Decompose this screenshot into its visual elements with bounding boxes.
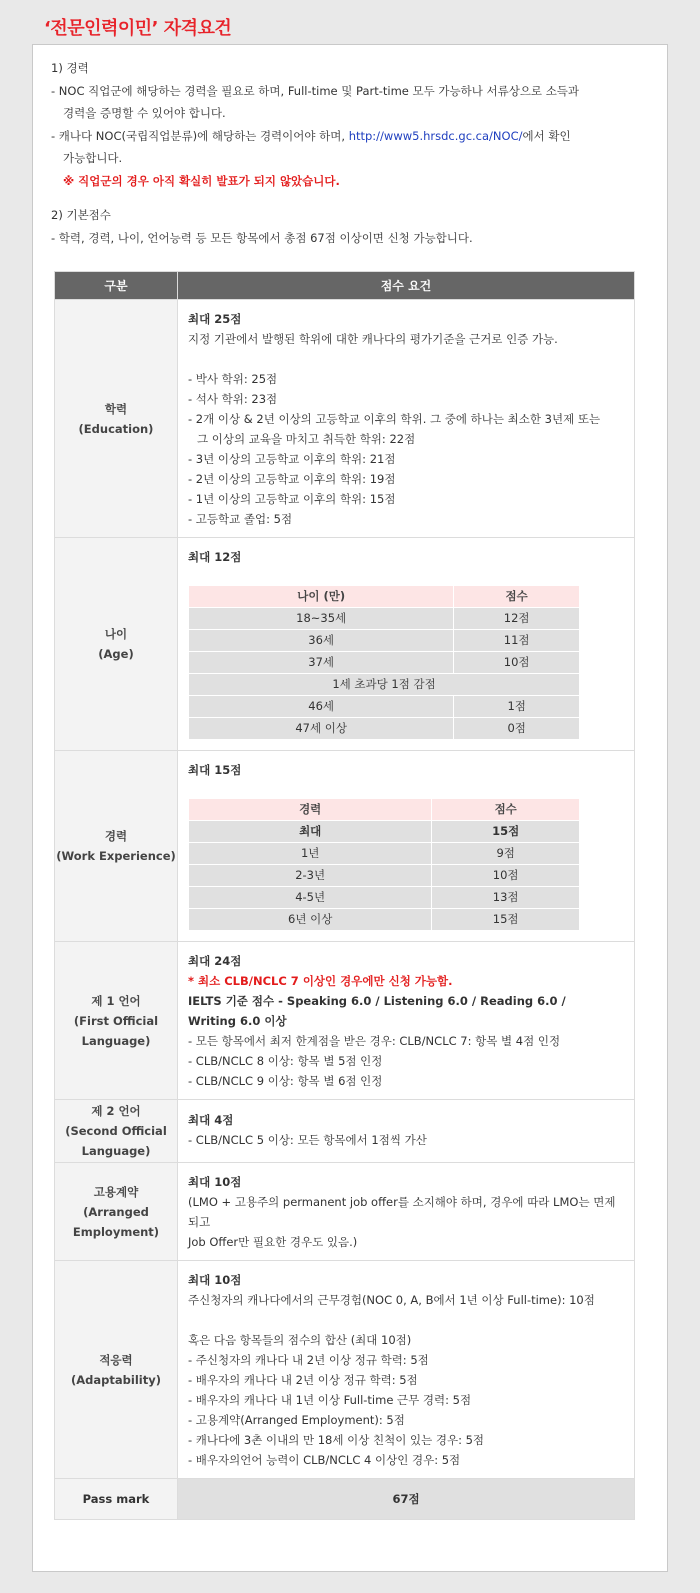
sub-header: 나이 (만) xyxy=(189,586,454,608)
table-row-adaptability xyxy=(55,1261,635,1479)
detail-cell xyxy=(178,1261,635,1479)
list-item: - 석사 학위: 23점 xyxy=(188,392,278,406)
list-item: - 캐나다에 3촌 이내의 만 18세 이상 친척이 있는 경우: 5점 xyxy=(188,1433,485,1447)
list-item: - 배우자의 캐나다 내 2년 이상 정규 학력: 5점 xyxy=(188,1373,418,1387)
category-cell xyxy=(55,1261,178,1479)
section-heading-experience: 1) 경력 xyxy=(51,61,89,75)
category-cell xyxy=(55,300,178,538)
category-label-en: (Adaptability) xyxy=(71,1372,161,1387)
list-item: - 박사 학위: 25점 xyxy=(188,372,278,386)
category-cell xyxy=(55,538,178,751)
sub-row xyxy=(189,608,580,630)
max-points: 최대 24점 xyxy=(188,954,242,968)
detail-text: (LMO + 고용주의 permanent job offer를 소지해야 하며, 경우에 따라 LMO는 면제 xyxy=(188,1195,616,1209)
table-row-work-experience xyxy=(55,751,635,942)
work-points-table xyxy=(188,798,580,931)
sub-cell: 9점 xyxy=(432,843,580,865)
intro-line: 경력을 증명할 수 있어야 합니다. xyxy=(63,106,226,120)
noc-link[interactable]: http://www5.hrsdc.gc.ca/NOC/ xyxy=(348,128,523,143)
sub-cell: 47세 이상 xyxy=(189,718,454,740)
intro-line: - 학력, 경력, 나이, 언어능력 등 모든 항목에서 총점 67점 이상이면 신청 가능합니다. xyxy=(51,230,473,245)
sub-cell: 최대 xyxy=(189,821,432,843)
intro-line: - NOC 직업군에 해당하는 경력을 필요로 하며, Full-time 및 Part-time 모두 가능하나 서류상으로 소득과 xyxy=(51,83,580,98)
sub-cell: 46세 xyxy=(189,696,454,718)
sub-row xyxy=(189,718,580,740)
sub-cell: 6년 이상 xyxy=(189,909,432,931)
category-label: 고용계약 xyxy=(93,1184,139,1199)
max-points: 최대 10점 xyxy=(188,1273,242,1287)
sub-cell: 1년 xyxy=(189,843,432,865)
sub-cell: 12점 xyxy=(454,608,580,630)
sub-cell: 10점 xyxy=(432,865,580,887)
category-label-en: Language) xyxy=(81,1033,151,1048)
intro-text: 에서 확인 xyxy=(522,128,571,143)
detail-cell xyxy=(178,1163,635,1261)
category-label-en: (First Official xyxy=(73,1013,159,1028)
sub-cell: 11점 xyxy=(454,630,580,652)
list-item: - 3년 이상의 고등학교 이후의 학위: 21점 xyxy=(188,452,396,466)
list-item: - 고용계약(Arranged Employment): 5점 xyxy=(188,1413,405,1427)
table-header-row xyxy=(55,272,635,300)
warning-note: ※ 직업군의 경우 아직 확실히 발표가 되지 않았습니다. xyxy=(63,173,340,188)
category-label-en: (Second Official xyxy=(65,1124,167,1138)
sub-header: 점수 xyxy=(454,586,580,608)
sub-header: 경력 xyxy=(189,799,432,821)
sub-row-merged xyxy=(189,674,580,696)
table-row-education xyxy=(55,300,635,538)
category-label-en: (Age) xyxy=(98,647,134,661)
category-label-en: Employment) xyxy=(72,1224,160,1239)
column-header-category: 구분 xyxy=(55,272,178,300)
sub-row xyxy=(189,909,580,931)
column-header-requirements: 점수 요건 xyxy=(178,272,635,300)
sub-cell: 13점 xyxy=(432,887,580,909)
requirement-note: * 최소 CLB/NCLC 7 이상인 경우에만 신청 가능함. xyxy=(188,974,453,988)
detail-cell xyxy=(178,538,635,751)
intro-line: 가능합니다. xyxy=(63,151,123,165)
sub-header-row xyxy=(189,799,580,821)
max-points: 최대 12점 xyxy=(188,550,242,564)
sub-cell: 2-3년 xyxy=(189,865,432,887)
age-points-table xyxy=(188,585,580,740)
list-item: - 배우자의언어 능력이 CLB/NCLC 4 이상인 경우: 5점 xyxy=(188,1453,461,1467)
sub-row xyxy=(189,630,580,652)
pass-mark-value: 67점 xyxy=(178,1479,635,1520)
sub-cell: 18~35세 xyxy=(189,608,454,630)
sub-cell: 1점 xyxy=(454,696,580,718)
detail-cell xyxy=(178,751,635,942)
sub-cell: 15점 xyxy=(432,821,580,843)
sub-row xyxy=(189,821,580,843)
category-label-en: (Arranged xyxy=(83,1204,149,1219)
list-item: - 주신청자의 캐나다 내 2년 이상 정규 학력: 5점 xyxy=(188,1353,429,1367)
table-row-pass-mark xyxy=(55,1479,635,1520)
spacer xyxy=(188,1310,624,1330)
category-cell xyxy=(55,942,178,1100)
category-cell xyxy=(55,751,178,942)
category-label: 제 2 언어 xyxy=(91,1104,141,1118)
spacer xyxy=(188,349,624,369)
category-label: 제 1 언어 xyxy=(91,993,141,1008)
table-row-age xyxy=(55,538,635,751)
category-cell xyxy=(55,1100,178,1163)
sub-cell: 1세 초과당 1점 감점 xyxy=(189,674,580,696)
detail-cell xyxy=(178,300,635,538)
sub-header-row xyxy=(189,586,580,608)
sub-cell: 37세 xyxy=(189,652,454,674)
intro-text: - 캐나다 NOC(국립직업분류)에 해당하는 경력이어야 하며, xyxy=(51,128,349,143)
sub-cell: 36세 xyxy=(189,630,454,652)
detail-cell xyxy=(178,942,635,1100)
detail-text: Job Offer만 필요한 경우도 있음.) xyxy=(188,1235,358,1249)
sub-row xyxy=(189,652,580,674)
list-item: - 1년 이상의 고등학교 이후의 학위: 15점 xyxy=(188,492,396,506)
table-row-first-language xyxy=(55,942,635,1100)
requirements-table xyxy=(54,271,635,1520)
list-item: - CLB/NCLC 8 이상: 항목 별 5점 인정 xyxy=(188,1054,383,1068)
content-card xyxy=(32,44,668,1572)
detail-text: 지정 기관에서 발행된 학위에 대한 캐나다의 평가기준을 근거로 인증 가능. xyxy=(188,332,558,346)
list-item: - 2년 이상의 고등학교 이후의 학위: 19점 xyxy=(188,472,396,486)
category-label: 적응력 xyxy=(99,1352,133,1367)
sub-cell: 4-5년 xyxy=(189,887,432,909)
sub-cell: 15점 xyxy=(432,909,580,931)
pass-mark-label: Pass mark xyxy=(55,1479,178,1520)
list-item: - 배우자의 캐나다 내 1년 이상 Full-time 근무 경력: 5점 xyxy=(188,1393,472,1407)
intro-section xyxy=(51,57,651,249)
section-heading-basic-points: 2) 기본점수 xyxy=(51,208,111,222)
list-item: - 2개 이상 & 2년 이상의 고등학교 이후의 학위. 그 중에 하나는 최소한 3년제 또는 xyxy=(188,412,601,426)
list-item: - 모든 항목에서 최저 한계점을 받은 경우: CLB/NCLC 7: 항목 별 4점 인정 xyxy=(188,1034,561,1048)
max-points: 최대 10점 xyxy=(188,1175,242,1189)
table-row-second-language xyxy=(55,1100,635,1163)
page-title: ‘전문인력이민’ 자격요건 xyxy=(44,18,232,39)
sub-cell: 10점 xyxy=(454,652,580,674)
ielts-requirement: IELTS 기준 점수 - Speaking 6.0 / Listening 6.0 / Reading 6.0 / xyxy=(188,994,566,1008)
sub-row xyxy=(189,696,580,718)
category-cell xyxy=(55,1163,178,1261)
category-label: 학력 xyxy=(104,401,128,416)
max-points: 최대 25점 xyxy=(188,312,242,326)
sub-row xyxy=(189,843,580,865)
list-item: - CLB/NCLC 9 이상: 항목 별 6점 인정 xyxy=(188,1074,383,1088)
category-label-en: Language) xyxy=(81,1144,151,1158)
category-label: 경력 xyxy=(104,829,128,843)
category-label: 나이 xyxy=(104,627,128,641)
detail-text: 되고 xyxy=(188,1215,211,1229)
category-label-en: (Work Experience) xyxy=(56,849,176,863)
sub-row xyxy=(189,865,580,887)
list-item: - 고등학교 졸업: 5점 xyxy=(188,512,293,526)
sub-cell: 0점 xyxy=(454,718,580,740)
sub-header: 점수 xyxy=(432,799,580,821)
spacer xyxy=(51,192,651,204)
ielts-requirement: Writing 6.0 이상 xyxy=(188,1014,287,1028)
max-points: 최대 15점 xyxy=(188,763,242,777)
detail-text: 혹은 다음 항목들의 점수의 합산 (최대 10점) xyxy=(188,1333,412,1347)
max-points: 최대 4점 xyxy=(188,1113,234,1127)
list-item: 그 이상의 교육을 마치고 취득한 학위: 22점 xyxy=(197,432,416,446)
category-label-en: (Education) xyxy=(78,421,154,436)
detail-cell xyxy=(178,1100,635,1163)
sub-row xyxy=(189,887,580,909)
table-row-arranged-employment xyxy=(55,1163,635,1261)
list-item: - CLB/NCLC 5 이상: 모든 항목에서 1점씩 가산 xyxy=(188,1133,427,1147)
intro-line-noc xyxy=(51,125,651,148)
detail-text: 주신청자의 캐나다에서의 근무경험(NOC 0, A, B에서 1년 이상 Full-time): 10점 xyxy=(188,1293,595,1307)
